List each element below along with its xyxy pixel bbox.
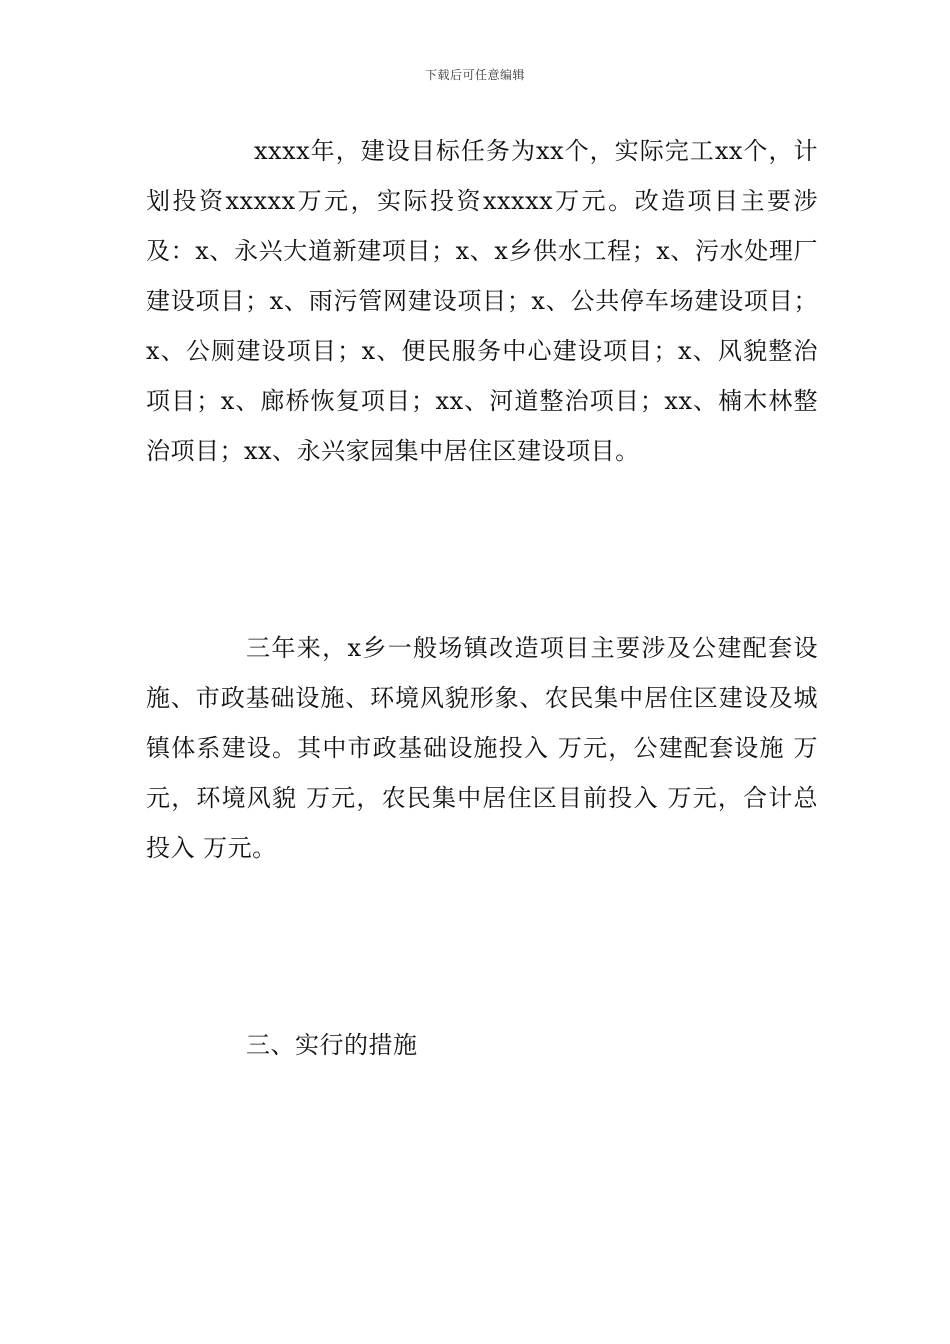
body-paragraph-2: 三年来，x乡一般场镇改造项目主要涉及公建配套设施、市政基础设施、环境风貌形象、农民集中居住区建设及城镇体系建设。其中市政基础设施投入 万元，公建配套设施 万元，环境风貌 万元，农民集中居住区目前投入 万元，合计总投入 万元。 bbox=[146, 634, 818, 862]
body-paragraph-1: xxxx年，建设目标任务为xx个，实际完工xx个，计划投资xxxxx万元，实际投资xxxxx万元。改造项目主要涉及：x、永兴大道新建项目；x、x乡供水工程；x、污水处理厂建设项目；x、雨污管网建设项目；x、公共停车场建设项目；x、公厕建设项目；x、便民服务中心建设项目；x、风貌整治项目；x、廊桥恢复项目；xx、河道整治项目；xx、楠木林整治项目；xx、永兴家园集中居住区建设项目。 bbox=[146, 137, 818, 465]
section-heading: 三、实行的措施 bbox=[246, 1031, 418, 1059]
page-header-note: 下载后可任意编辑 bbox=[424, 68, 525, 82]
